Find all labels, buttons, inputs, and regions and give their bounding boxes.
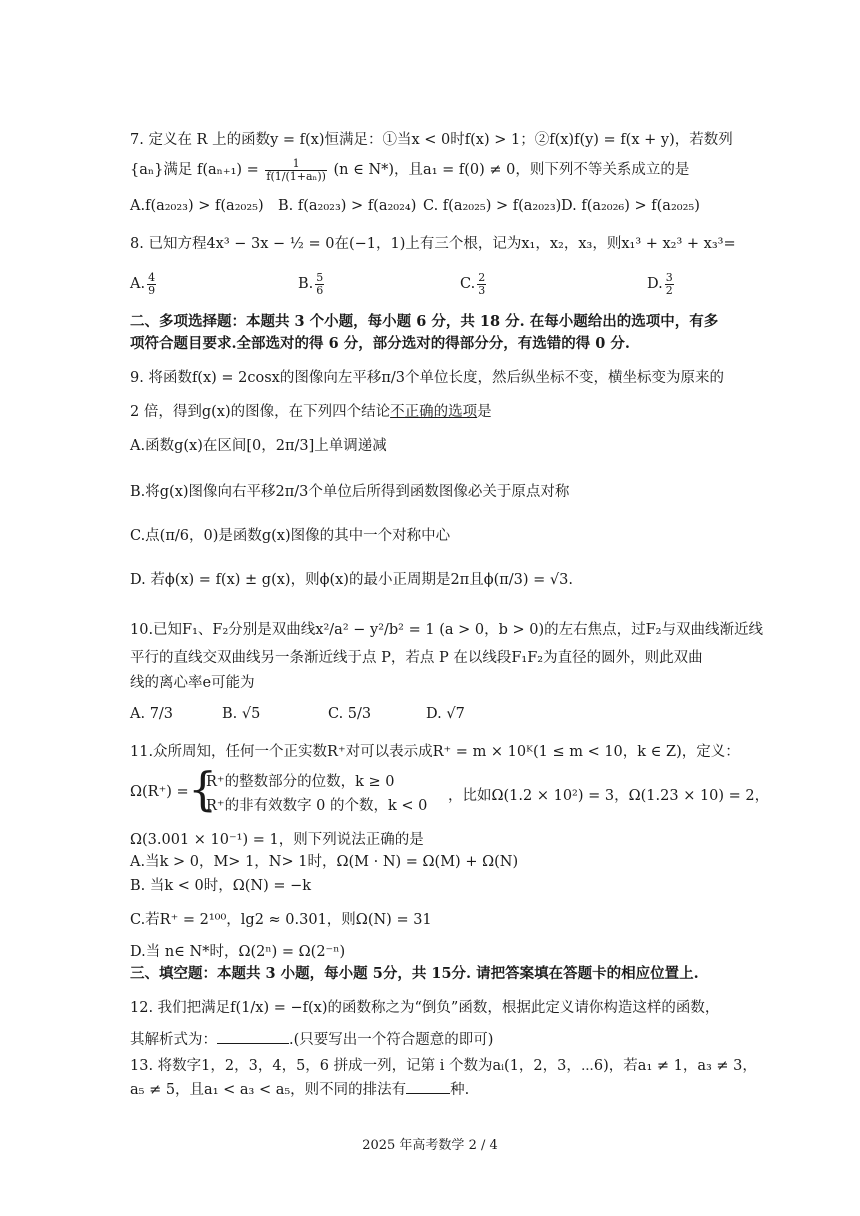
q8-option-b-frac [315, 272, 324, 296]
q11-left-brace: { [188, 762, 218, 816]
q12-answer-blank [217, 1031, 289, 1044]
page-footer: 2025 年高考数学 2 / 4 [362, 1138, 498, 1153]
q8-option-b-num: 5 [316, 271, 324, 284]
q8-option-d-label: D. [647, 276, 663, 293]
q7-fraction-num: 1 [265, 158, 326, 171]
q8-option-d-frac [665, 272, 674, 296]
q12-line2-pre: 其解析式为： [130, 1032, 217, 1048]
q7-line2-post: (n ∈ N*)，且a₁ = f(0) ≠ 0，则下列不等关系成立的是 [333, 162, 690, 179]
q10-option-b: B. √5 [222, 706, 261, 722]
q7-option-c: C. f(a₂₀₂₅) > f(a₂₀₂₃) [423, 198, 562, 214]
q13-line1: 13. 将数字1，2，3，4，5，6 拼成一列，记第 i 个数为aᵢ(1，2，3，⋯6)，若a₁ ≠ 1，a₃ ≠ 3， [130, 1058, 757, 1074]
q11-option-c: C.若R⁺ = 2¹⁰⁰，lg2 ≈ 0.301，则Ω(N) = 31 [130, 912, 432, 928]
q11-option-b: B. 当k < 0时，Ω(N) = −k [130, 878, 312, 894]
q12-line2-post: .(只要写出一个符合题意的即可) [289, 1032, 494, 1048]
q8-option-a-label: A. [130, 276, 146, 293]
q10-option-c: C. 5/3 [328, 706, 372, 722]
q11-omega-label: Ω(R⁺) = [130, 784, 189, 800]
q7-option-b: B. f(a₂₀₂₃) > f(a₂₀₂₄) [278, 198, 417, 214]
q7-option-d: D. f(a₂₀₂₆) > f(a₂₀₂₅) [561, 198, 700, 214]
q9-option-c: C.点(π/6，0)是函数g(x)图像的其中一个对称中心 [130, 528, 451, 544]
q8-option-a [130, 272, 158, 296]
q7-line2-pre: {aₙ}满足 f(aₙ₊₁) = [130, 162, 259, 179]
q8-option-c [460, 272, 488, 296]
q13-line2-post: 种. [450, 1082, 470, 1098]
section3-heading: 三、填空题：本题共 3 小题，每小题 5分，共 15分. 请把答案填在答题卡的相应位置上. [130, 965, 699, 982]
q13-line2-pre: a₅ ≠ 5，且a₁ < a₃ < a₅，则不同的排法有 [130, 1082, 407, 1098]
q11-case1: R⁺的整数部分的位数，k ≥ 0 [206, 774, 395, 790]
q8-option-b-den: 6 [316, 283, 324, 297]
q9-option-b: B.将g(x)图像向右平移2π/3个单位后所得到函数图像必关于原点对称 [130, 484, 570, 500]
q8-option-d-num: 3 [665, 271, 673, 284]
q8-option-a-den: 9 [148, 283, 156, 297]
q13-line2 [130, 1078, 469, 1099]
q8-option-a-num: 4 [148, 271, 156, 284]
q8-option-c-label: C. [460, 276, 476, 293]
q12-line1: 12. 我们把满足f(1/x) = −f(x)的函数称之为“倒负”函数，根据此定义请你构造这样的函数， [130, 1000, 720, 1016]
q8-option-b-label: B. [298, 276, 314, 293]
q11-piecewise-definition [130, 762, 770, 816]
q9-option-a: A.函数g(x)在区间[0，2π/3]上单调递减 [130, 438, 387, 454]
q9-line2-post: 是 [477, 404, 492, 420]
section2-heading-line1: 二、多项选择题：本题共 3 个小题，每小题 6 分，共 18 分. 在每小题给出的选项中，有多 [130, 313, 719, 330]
q7-line1: 7. 定义在 R 上的函数y = f(x)恒满足：①当x < 0时f(x) > 1；②f(x)f(y) = f(x + y)，若数列 [130, 132, 733, 148]
q11-option-a: A.当k > 0，M> 1，N> 1时，Ω(M · N) = Ω(M) + Ω(N) [130, 854, 519, 870]
q7-line2 [130, 158, 689, 182]
q7-fraction [265, 158, 326, 182]
q10-option-a: A. 7/3 [130, 706, 174, 722]
q8-stem: 8. 已知方程4x³ − 3x − ½ = 0在(−1，1)上有三个根，记为x₁，x₂，x₃，则x₁³ + x₂³ + x₃³= [130, 236, 736, 252]
q8-option-c-frac [477, 272, 486, 296]
q8-option-d [647, 272, 676, 296]
q8-option-b [298, 272, 326, 296]
q11-line3: Ω(3.001 × 10⁻¹) = 1，则下列说法正确的是 [130, 832, 424, 848]
q9-line1: 9. 将函数f(x) = 2cosx的图像向左平移π/3个单位长度，然后纵坐标不变，横坐标变为原来的 [130, 370, 725, 386]
q11-case2: R⁺的非有效数字 0 的个数，k < 0 [206, 798, 428, 814]
q12-line2 [130, 1028, 493, 1049]
q8-option-c-num: 2 [478, 271, 486, 284]
q13-answer-blank [406, 1081, 450, 1094]
q7-option-a: A.f(a₂₀₂₃) > f(a₂₀₂₅) [130, 198, 264, 214]
q9-line2 [130, 400, 492, 421]
q8-option-c-den: 3 [478, 283, 486, 297]
q8-option-d-den: 2 [665, 283, 673, 297]
q10-line3: 线的离心率e可能为 [130, 675, 255, 691]
q11-option-d: D.当 n∈ N*时，Ω(2ⁿ) = Ω(2⁻ⁿ) [130, 944, 346, 960]
q10-line2: 平行的直线交双曲线另一条渐近线于点 P，若点 P 在以线段F₁F₂为直径的圆外，则此双曲 [130, 650, 703, 666]
q9-line2-underline: 不正确的选项 [390, 404, 478, 420]
q10-option-d: D. √7 [426, 706, 465, 722]
q7-fraction-den: f(1/(1+aₙ)) [266, 169, 326, 183]
q11-line1: 11.众所周知，任何一个正实数R⁺对可以表示成R⁺ = m × 10ᴷ(1 ≤ m < 10，k ∈ Z)，定义： [130, 744, 740, 760]
q9-line2-pre: 2 倍，得到g(x)的图像，在下列四个结论 [130, 404, 391, 420]
q11-example: ，比如Ω(1.2 × 10²) = 3，Ω(1.23 × 10) = 2， [448, 788, 770, 804]
q10-line1: 10.已知F₁、F₂分别是双曲线x²/a² − y²/b² = 1 (a > 0，b > 0)的左右焦点，过F₂与双曲线渐近线 [130, 622, 763, 638]
section2-heading-line2: 项符合题目要求.全部选对的得 6 分，部分选对的得部分分，有选错的得 0 分. [130, 335, 630, 352]
q8-option-a-frac [147, 272, 156, 296]
q9-option-d: D. 若ϕ(x) = f(x) ± g(x)，则ϕ(x)的最小正周期是2π且ϕ(π/3) = √3. [130, 572, 573, 588]
